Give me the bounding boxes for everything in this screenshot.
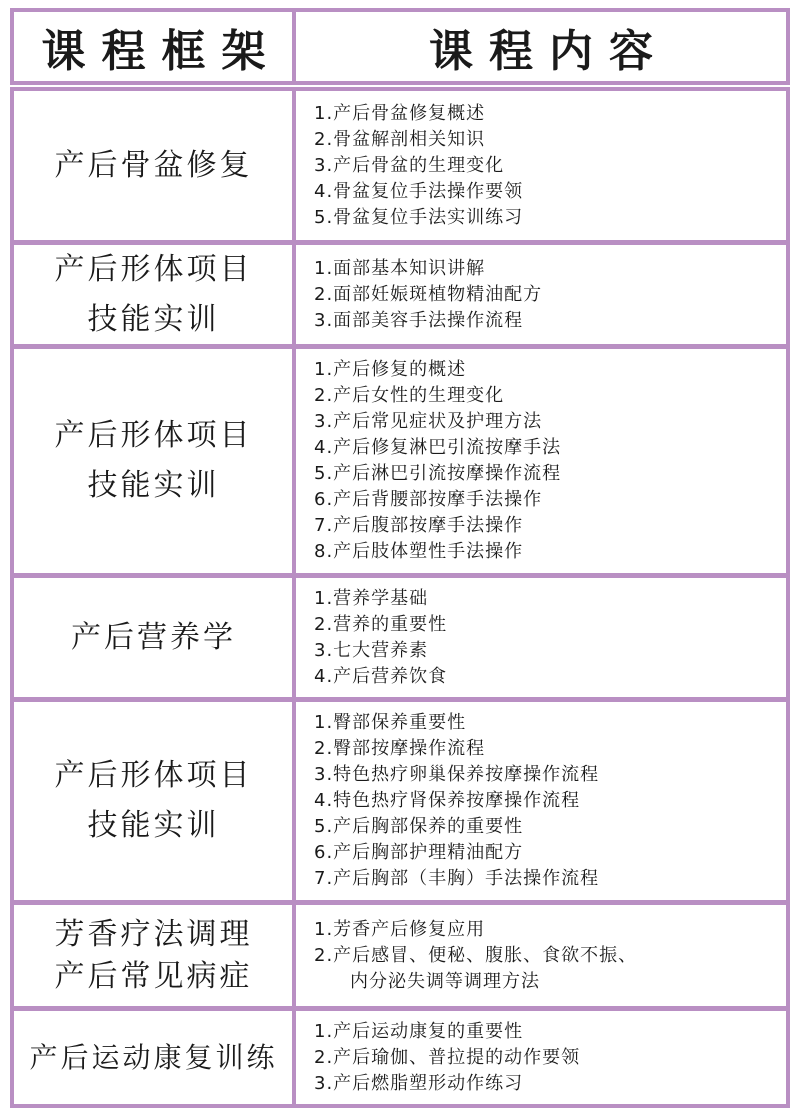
content-item: 4.骨盆复位手法操作要领 bbox=[314, 180, 524, 202]
category-label-line: 芳香疗法调理 bbox=[54, 916, 253, 952]
category-cell bbox=[10, 698, 297, 904]
content-item: 3.产后燃脂塑形动作练习 bbox=[314, 1072, 524, 1094]
category-label bbox=[71, 615, 236, 660]
content-item: 2.产后瑜伽、普拉提的动作要领 bbox=[314, 1046, 581, 1068]
content-item: 1.营养学基础 bbox=[314, 587, 429, 609]
header-content-text: 课程内容 bbox=[429, 25, 669, 77]
content-cell bbox=[292, 574, 790, 701]
content-cell bbox=[292, 901, 790, 1010]
category-label-line: 产后形体项目 bbox=[54, 251, 253, 287]
content-item: 5.骨盆复位手法实训练习 bbox=[314, 206, 524, 228]
content-item: 3.产后骨盆的生理变化 bbox=[314, 154, 505, 176]
content-item: 6.产后胸部护理精油配方 bbox=[314, 842, 524, 863]
header-framework bbox=[10, 8, 297, 85]
content-item: 7.产后腹部按摩手法操作 bbox=[314, 515, 524, 536]
category-cell bbox=[10, 87, 297, 244]
content-item: 1.臀部保养重要性 bbox=[314, 712, 467, 733]
content-item: 5.产后胸部保养的重要性 bbox=[314, 816, 524, 837]
category-cell bbox=[10, 1007, 297, 1108]
content-item: 8.产后肢体塑性手法操作 bbox=[314, 541, 524, 562]
content-item: 5.产后淋巴引流按摩操作流程 bbox=[314, 463, 562, 484]
content-item: 1.产后修复的概述 bbox=[314, 359, 467, 380]
category-cell bbox=[10, 901, 297, 1010]
content-item: 4.产后营养饮食 bbox=[314, 665, 448, 687]
content-item: 2.骨盆解剖相关知识 bbox=[314, 128, 486, 150]
header-framework-text: 课程框架 bbox=[41, 25, 282, 77]
content-item: 3.面部美容手法操作流程 bbox=[314, 309, 524, 331]
content-item: 2.臀部按摩操作流程 bbox=[314, 738, 486, 759]
content-item: 1.面部基本知识讲解 bbox=[314, 257, 486, 279]
category-label bbox=[55, 245, 253, 345]
content-item: 1.芳香产后修复应用 bbox=[314, 918, 486, 940]
category-label bbox=[55, 914, 253, 998]
header-content bbox=[292, 8, 790, 85]
content-item: 3.特色热疗卵巢保养按摩操作流程 bbox=[314, 764, 600, 785]
content-cell bbox=[292, 1007, 790, 1108]
category-label-line: 产后形体项目 bbox=[54, 418, 253, 453]
category-label-line: 产后骨盆修复 bbox=[54, 148, 253, 183]
content-item: 内分泌失调等调理方法 bbox=[350, 970, 540, 992]
content-item: 2.面部妊娠斑植物精油配方 bbox=[314, 283, 543, 305]
content-item: 2.营养的重要性 bbox=[314, 613, 448, 635]
content-cell bbox=[292, 698, 790, 904]
content-item: 1.产后骨盆修复概述 bbox=[314, 102, 486, 124]
content-item: 2.产后女性的生理变化 bbox=[314, 385, 505, 406]
category-label bbox=[55, 751, 253, 851]
category-cell bbox=[10, 345, 297, 577]
category-cell bbox=[10, 574, 297, 701]
content-cell bbox=[292, 87, 790, 244]
content-cell bbox=[292, 241, 790, 348]
category-label-line: 技能实训 bbox=[87, 468, 220, 503]
content-item: 4.特色热疗肾保养按摩操作流程 bbox=[314, 790, 581, 811]
category-cell bbox=[10, 241, 297, 348]
category-label-line: 产后常见病症 bbox=[54, 958, 253, 994]
content-item: 6.产后背腰部按摩手法操作 bbox=[314, 489, 543, 510]
category-label-line: 产后营养学 bbox=[71, 620, 236, 655]
content-item: 3.产后常见症状及护理方法 bbox=[314, 411, 543, 432]
category-label bbox=[29, 1035, 277, 1080]
content-item: 2.产后感冒、便秘、腹胀、食欲不振、 bbox=[314, 944, 638, 966]
category-label-line: 技能实训 bbox=[87, 301, 220, 337]
category-label bbox=[55, 143, 253, 188]
category-label-line: 技能实训 bbox=[87, 808, 220, 843]
content-item: 3.七大营养素 bbox=[314, 639, 429, 661]
content-item: 1.产后运动康复的重要性 bbox=[314, 1020, 524, 1042]
category-label bbox=[55, 411, 253, 511]
category-label-line: 产后形体项目 bbox=[54, 758, 253, 793]
category-label-line: 产后运动康复训练 bbox=[29, 1041, 278, 1074]
content-item: 4.产后修复淋巴引流按摩手法 bbox=[314, 437, 562, 458]
content-cell bbox=[292, 345, 790, 577]
content-item: 7.产后胸部（丰胸）手法操作流程 bbox=[314, 868, 600, 889]
